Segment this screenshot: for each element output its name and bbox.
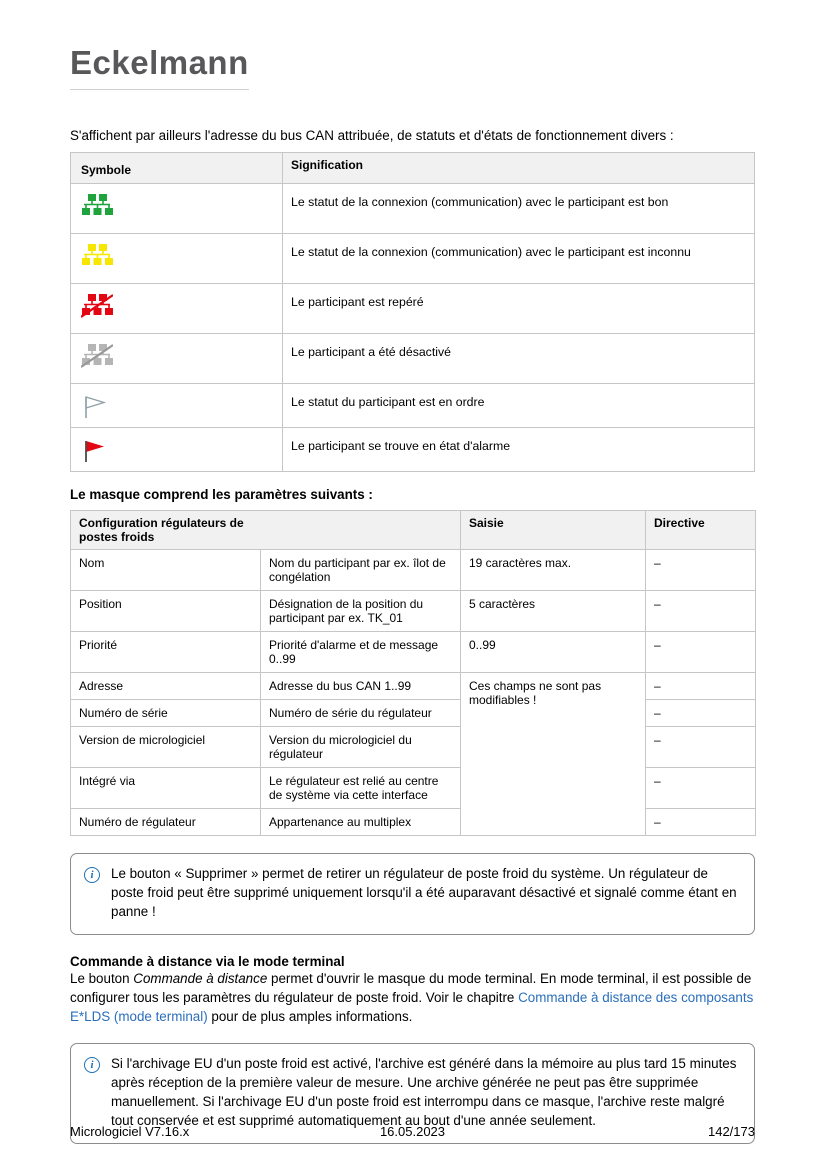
param-saisie: Ces champs ne sont pas modifiables ! [461,673,646,836]
params-heading: Le masque comprend les paramètres suivants : [70,487,373,502]
param-description: Nom du participant par ex. îlot de congélation [261,550,461,591]
param-directive: – [646,673,756,700]
table-row [71,632,756,673]
table-row [71,234,755,284]
table-row [71,428,755,472]
param-saisie: 19 caractères max. [461,550,646,591]
param-directive: – [646,809,756,836]
param-directive: – [646,550,756,591]
param-description: Adresse du bus CAN 1..99 [261,673,461,700]
param-saisie: 0..99 [461,632,646,673]
table-row [71,809,756,836]
directive-column-header: Directive [646,511,756,550]
param-saisie: 5 caractères [461,591,646,632]
symbol-meaning: Le statut du participant est en ordre [283,384,755,428]
params-table [70,510,756,836]
network-disabled-icon [81,344,274,368]
symbol-meaning: Le statut de la connexion (communication) avec le participant est inconnu [283,234,755,284]
table-row [71,727,756,768]
flag-ok-icon [81,394,274,420]
network-status-good-icon [81,194,274,218]
network-status-unknown-icon [81,244,274,268]
symbol-table [70,152,755,472]
remote-control-label: Commande à distance [133,971,268,987]
eckelmann-logo: Eckelmann [70,44,249,90]
terminal-section-paragraph: Le bouton Commande à distance permet d'ouvrir le masque du mode terminal. En mode terminal, il est possible de configurer tous les paramètres du régulateur de poste froid. Voir le chapitre Commande à distance des composants E*LDS (mode terminal) pour de plus amples informations. [70,971,754,1025]
symbol-meaning: Le participant se trouve en état d'alarme [283,428,755,472]
footer-date: 16.05.2023 [379,1124,446,1139]
network-marked-icon [81,294,274,318]
footer-page-number: 142/173 [707,1124,755,1139]
param-name: Intégré via [71,768,261,809]
flag-alarm-icon [81,438,274,464]
terminal-section-heading: Commande à distance via le mode terminal [70,954,345,970]
param-name: Nom [71,550,261,591]
param-name: Version de micrologiciel [71,727,261,768]
param-name: Adresse [71,673,261,700]
symbol-table-header-row [71,153,755,184]
table-row [71,700,756,727]
param-name: Numéro de série [71,700,261,727]
footer-firmware-version: Micrologiciel V7.16.x [70,1124,190,1139]
param-directive: – [646,591,756,632]
param-directive: – [646,700,756,727]
table-row [71,384,755,428]
info-note-text: Si l'archivage EU d'un poste froid est activé, l'archive est généré dans la mémoire au plus tard 15 minutes après réception de la première valeur de mesure. Une archive générée ne peut pas être supprimée manuellement. Si l'archivage EU d'un poste froid est interrompu dans ce masque, l'archive reste malgré tout conservée et est supprimé automatiquement au bout d'une année seulement. [111,1056,737,1128]
param-name: Priorité [71,632,261,673]
table-row [71,591,756,632]
symbol-meaning: Le statut de la connexion (communication) avec le participant est bon [283,184,755,234]
param-directive: – [646,768,756,809]
table-row [71,768,756,809]
param-description: Appartenance au multiplex [261,809,461,836]
saisie-column-header: Saisie [461,511,646,550]
table-row [71,673,756,700]
symbol-column-header: Symbole [71,153,283,184]
info-icon: i [84,1057,100,1073]
info-icon: i [84,867,100,883]
info-note-text: Le bouton « Supprimer » permet de retirer un régulateur de poste froid du système. Un régulateur de poste froid peut être supprimé uniquement lorsqu'il a été auparavant désactivé et signalé comme étant en panne ! [111,866,737,919]
param-directive: – [646,727,756,768]
info-note-delete [70,853,755,935]
table-row [71,550,756,591]
param-description: Numéro de série du régulateur [261,700,461,727]
symbol-meaning: Le participant a été désactivé [283,334,755,384]
symbol-meaning: Le participant est repéré [283,284,755,334]
table-row [71,184,755,234]
param-description: Désignation de la position du participant par ex. TK_01 [261,591,461,632]
param-name: Position [71,591,261,632]
param-description: Le régulateur est relié au centre de système via cette interface [261,768,461,809]
signification-column-header: Signification [283,153,755,184]
table-row [71,334,755,384]
param-description: Version du micrologiciel du régulateur [261,727,461,768]
intro-text: S'affichent par ailleurs l'adresse du bus CAN attribuée, de statuts et d'états de fonctionnement divers : [70,128,674,143]
params-table-header-row [71,511,756,550]
param-directive: – [646,632,756,673]
config-column-header: Configuration régulateurs de postes froids [71,511,461,550]
param-description: Priorité d'alarme et de message 0..99 [261,632,461,673]
terminal-chapter-link[interactable]: Commande à distance des composants E*LDS (mode terminal) [70,990,754,1025]
param-name: Numéro de régulateur [71,809,261,836]
table-row [71,284,755,334]
page-footer [70,1124,755,1139]
